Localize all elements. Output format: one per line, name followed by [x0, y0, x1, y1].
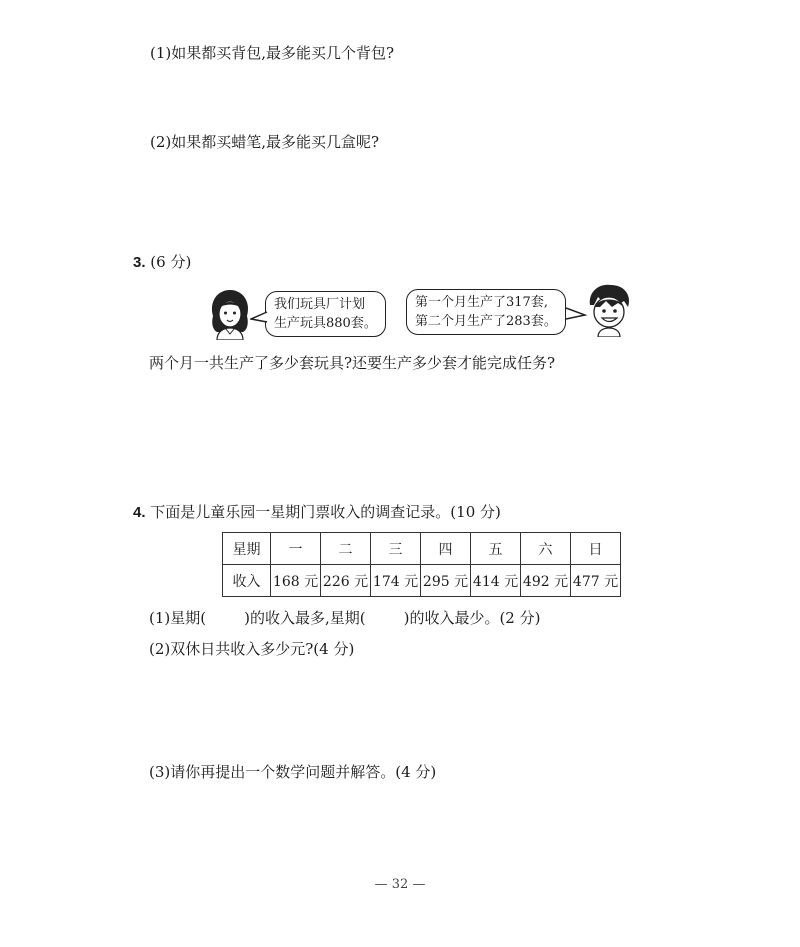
boy-speech-bubble	[406, 289, 566, 335]
girl-speech-bubble	[265, 291, 386, 337]
table-row-days	[223, 533, 621, 565]
q4-sub1-part-c: )的收入最少。(2 分)	[403, 609, 541, 627]
q4-number: 4.	[133, 504, 146, 521]
q4-sub1-part-a: (1)星期(	[149, 609, 207, 627]
q4-sub2: (2)双休日共收入多少元?(4 分)	[149, 640, 355, 658]
q4-sub1	[149, 608, 540, 628]
boy-bubble-line2: 第二个月生产了283套。	[415, 314, 557, 329]
table-row-income	[223, 565, 621, 597]
income-table	[222, 532, 621, 597]
day-cell: 二	[321, 533, 371, 565]
day-cell: 五	[471, 533, 521, 565]
day-cell: 四	[421, 533, 471, 565]
boy-bubble-line1: 第一个月生产了317套,	[415, 295, 548, 310]
day-cell: 六	[521, 533, 571, 565]
girl-bubble-line1: 我们玩具厂计划	[274, 297, 366, 312]
q4-sub3: (3)请你再提出一个数学问题并解答。(4 分)	[149, 763, 437, 781]
q3-points: (6 分)	[150, 253, 192, 271]
income-cell: 226 元	[321, 565, 371, 597]
q2-sub1: (1)如果都买背包,最多能买几个背包?	[150, 44, 395, 62]
q4-sub1-part-b: )的收入最多,星期(	[244, 609, 366, 627]
income-cell: 168 元	[271, 565, 321, 597]
row-header-day: 星期	[223, 533, 271, 565]
q4-header	[133, 502, 501, 523]
income-cell: 174 元	[371, 565, 421, 597]
q4-intro: 下面是儿童乐园一星期门票收入的调查记录。(10 分)	[150, 503, 501, 521]
row-header-income: 收入	[223, 565, 271, 597]
day-cell: 三	[371, 533, 421, 565]
income-cell: 414 元	[471, 565, 521, 597]
day-cell: 日	[571, 533, 621, 565]
income-cell: 295 元	[421, 565, 471, 597]
page-number: — 32 —	[374, 877, 426, 892]
q2-sub2: (2)如果都买蜡笔,最多能买几盒呢?	[150, 133, 380, 151]
q3-header	[133, 252, 191, 273]
income-cell: 477 元	[571, 565, 621, 597]
girl-bubble-tail	[250, 310, 268, 326]
boy-illustration	[584, 283, 634, 337]
day-cell: 一	[271, 533, 321, 565]
girl-illustration	[207, 288, 253, 340]
q3-number: 3.	[133, 254, 146, 271]
q3-question: 两个月一共生产了多少套玩具?还要生产多少套才能完成任务?	[149, 354, 556, 372]
girl-bubble-line2: 生产玩具880套。	[274, 316, 377, 331]
income-cell: 492 元	[521, 565, 571, 597]
